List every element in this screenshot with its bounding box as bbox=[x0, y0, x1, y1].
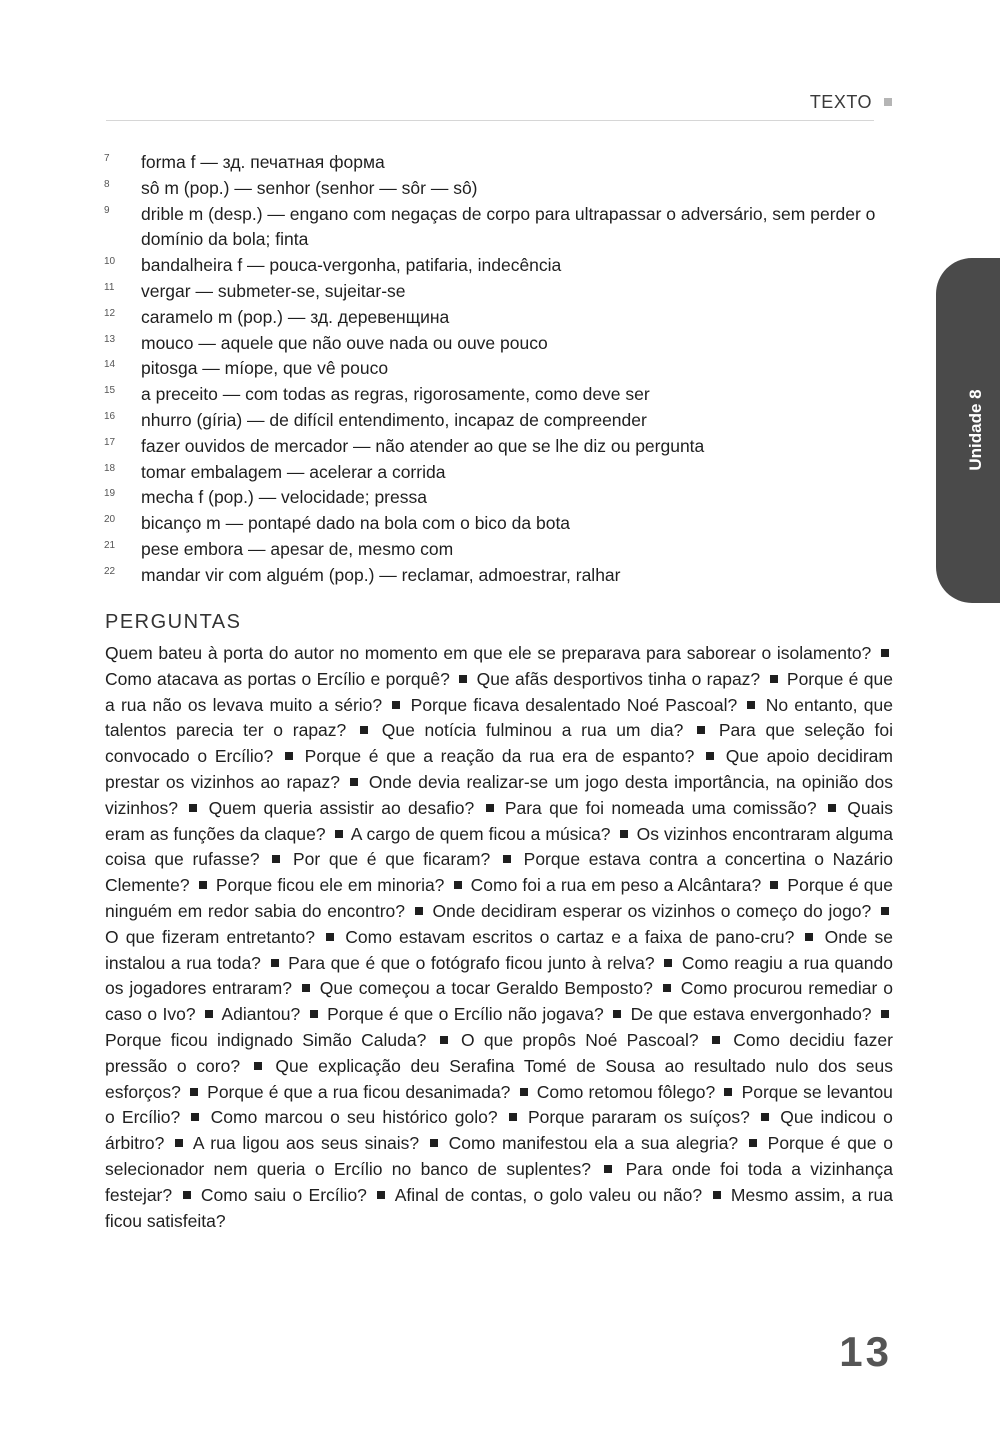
glossary-text: forma f — зд. печатная форма bbox=[141, 152, 385, 172]
question-separator-icon bbox=[604, 1165, 612, 1173]
question: Para que seleção foi convocado o Ercílio? bbox=[105, 720, 893, 767]
question: Mesmo assim, a rua ficou satisfeita? bbox=[105, 1184, 893, 1231]
question-separator-icon bbox=[747, 701, 755, 709]
glossary-item bbox=[104, 511, 904, 537]
question-separator-icon bbox=[697, 726, 705, 734]
glossary-number: 11 bbox=[104, 281, 115, 293]
question-separator-icon bbox=[881, 907, 889, 915]
question-separator-icon bbox=[310, 1010, 318, 1018]
question-separator-icon bbox=[509, 1113, 517, 1121]
glossary-text: tomar embalagem — acelerar a corrida bbox=[141, 461, 446, 482]
question-separator-icon bbox=[724, 1088, 732, 1096]
question-separator-icon bbox=[520, 1088, 528, 1096]
glossary-text: mandar vir com alguém (pop.) — reclamar, admoestrar, ralhar bbox=[141, 564, 621, 585]
question: Como decidiu fazer pressão o coro? bbox=[105, 1029, 893, 1076]
glossary-text: bicanço m — pontapé dado na bola com o bico da bota bbox=[141, 513, 571, 534]
glossary-text: bandalheira f — pouca-vergonha, patifaria, indecência bbox=[141, 255, 562, 276]
glossary-text: sô m (pop.) — senhor (senhor — sôr — sô) bbox=[141, 177, 478, 198]
question-separator-icon bbox=[881, 649, 889, 657]
question: Como saiu o Ercílio? bbox=[200, 1184, 367, 1205]
glossary-text: pese embora — apesar de, mesmo com bbox=[141, 538, 454, 559]
glossary-number: 7 bbox=[104, 153, 110, 164]
question-separator-icon bbox=[190, 1088, 198, 1096]
question-separator-icon bbox=[199, 881, 207, 889]
glossary-number: 12 bbox=[104, 307, 116, 319]
unit-tab-label: Unidade 8 bbox=[966, 389, 985, 471]
question-separator-icon bbox=[706, 752, 714, 760]
glossary-item bbox=[104, 537, 904, 563]
question: O que fizeram entretanto? bbox=[105, 926, 316, 947]
question-separator-icon bbox=[805, 933, 813, 941]
question: Quais eram as funções da claque? bbox=[105, 797, 893, 844]
question: Porque é que o selecionador nem queria o Ercílio no banco de suplentes? bbox=[105, 1133, 893, 1179]
question-separator-icon bbox=[664, 959, 672, 967]
question: Porque ficou ele em minoria? bbox=[215, 875, 445, 896]
question-separator-icon bbox=[205, 1010, 213, 1018]
question: Porque se levantou o Ercílio? bbox=[105, 1081, 893, 1128]
question-separator-icon bbox=[613, 1010, 621, 1018]
question: Que indicou o árbitro? bbox=[105, 1107, 893, 1154]
header-square-icon bbox=[884, 98, 892, 106]
question: Porque é que ninguém em redor sabia do encontro? bbox=[105, 875, 893, 921]
question-separator-icon bbox=[272, 855, 280, 863]
question-separator-icon bbox=[503, 855, 511, 863]
question: Adiantou? bbox=[221, 1004, 301, 1025]
question: No entanto, que talentos parecia ter o rapaz? bbox=[105, 694, 893, 741]
glossary-item bbox=[104, 176, 904, 202]
question: Como atacava as portas o Ercílio e porquê? bbox=[105, 668, 450, 689]
question-separator-icon bbox=[183, 1191, 191, 1199]
glossary-item bbox=[104, 331, 904, 357]
glossary-number: 18 bbox=[104, 462, 116, 474]
glossary-item bbox=[104, 279, 904, 305]
question: Como foi a rua em peso a Alcântara? bbox=[470, 875, 762, 896]
question: Onde se instalou a rua toda? bbox=[105, 926, 893, 973]
question: Como procurou remediar o caso o Ivo? bbox=[105, 978, 893, 1025]
glossary-number: 9 bbox=[104, 204, 110, 216]
question: Para onde foi toda a vizinhança festejar? bbox=[105, 1158, 893, 1205]
question-separator-icon bbox=[254, 1062, 262, 1070]
page-number: 13 bbox=[839, 1328, 892, 1375]
glossary-item bbox=[104, 150, 904, 176]
question-separator-icon bbox=[440, 1036, 448, 1044]
question-separator-icon bbox=[189, 804, 197, 812]
question-separator-icon bbox=[486, 804, 494, 812]
question: Por que é que ficaram? bbox=[292, 849, 491, 870]
glossary-number: 14 bbox=[104, 359, 116, 371]
glossary-text: a preceito — com todas as regras, rigorosamente, como deve ser bbox=[141, 384, 650, 405]
glossary-number: 20 bbox=[104, 514, 116, 526]
glossary-item bbox=[104, 356, 904, 382]
glossary-text: pitosga — míope, que vê pouco bbox=[141, 358, 389, 379]
glossary-item bbox=[104, 434, 904, 460]
question-separator-icon bbox=[271, 959, 279, 967]
question-separator-icon bbox=[459, 675, 467, 683]
question: Que começou a tocar Geraldo Bemposto? bbox=[319, 978, 653, 999]
question: Porque ficou indignado Simão Caluda? bbox=[105, 1029, 427, 1050]
question-separator-icon bbox=[415, 907, 423, 915]
question-separator-icon bbox=[828, 804, 836, 812]
question-separator-icon bbox=[770, 881, 778, 889]
question-separator-icon bbox=[713, 1191, 721, 1199]
question: Porque é que a rua não os levava muito a sério? bbox=[105, 668, 893, 715]
question: Como reagiu a rua quando os jogadores entraram? bbox=[105, 952, 893, 999]
unit-tab bbox=[936, 258, 1000, 603]
question: Que explicação deu Serafina Tomé de Sousa ao resultado nulo dos seus esforços? bbox=[105, 1055, 893, 1102]
glossary-number: 21 bbox=[104, 539, 116, 551]
question-separator-icon bbox=[302, 984, 310, 992]
glossary-item bbox=[104, 202, 904, 254]
question-separator-icon bbox=[392, 701, 400, 709]
question-separator-icon bbox=[881, 1010, 889, 1018]
header-title: TEXTO bbox=[809, 92, 872, 112]
page-header bbox=[106, 90, 874, 121]
question: A rua ligou aos seus sinais? bbox=[192, 1133, 420, 1154]
question-separator-icon bbox=[175, 1139, 183, 1147]
glossary-number: 13 bbox=[104, 333, 116, 345]
question: Porque é que a rua ficou desanimada? bbox=[207, 1081, 511, 1102]
question-separator-icon bbox=[350, 778, 358, 786]
glossary-text: drible m (desp.) — engano com negaças de corpo para ultrapassar o adversário, sem perder o domínio da bola; finta bbox=[141, 203, 876, 250]
question: Porque ficava desalentado Noé Pascoal? bbox=[410, 694, 738, 715]
question: Porque é que o Ercílio não jogava? bbox=[327, 1004, 604, 1025]
question: Como estavam escritos o cartaz e a faixa de pano-cru? bbox=[345, 926, 795, 947]
section-title: PERGUNTAS bbox=[105, 611, 242, 633]
question-separator-icon bbox=[430, 1139, 438, 1147]
glossary-item bbox=[104, 305, 904, 331]
glossary-number: 8 bbox=[104, 178, 110, 190]
question: Quem queria assistir ao desafio? bbox=[208, 797, 475, 818]
question-separator-icon bbox=[620, 830, 628, 838]
question: Porque pararam os suíços? bbox=[527, 1107, 750, 1128]
glossary-list bbox=[104, 150, 904, 589]
glossary-text: mouco — aquele que não ouve nada ou ouve pouco bbox=[141, 332, 548, 353]
glossary-number: 19 bbox=[104, 488, 116, 500]
glossary-text: caramelo m (pop.) — зд. деревенщина bbox=[141, 306, 450, 327]
question-separator-icon bbox=[663, 984, 671, 992]
question: Afinal de contas, o golo valeu ou não? bbox=[394, 1184, 703, 1205]
question-separator-icon bbox=[454, 881, 462, 889]
questions-paragraph bbox=[105, 641, 893, 1234]
question: Porque é que a reação da rua era de espanto? bbox=[304, 746, 695, 767]
question: O que propôs Noé Pascoal? bbox=[460, 1029, 699, 1050]
question: De que estava envergonhado? bbox=[630, 1004, 872, 1025]
glossary-text: vergar — submeter-se, sujeitar-se bbox=[141, 280, 406, 301]
question-separator-icon bbox=[712, 1036, 720, 1044]
question: Que afãs desportivos tinha o rapaz? bbox=[476, 668, 761, 689]
question-separator-icon bbox=[335, 830, 343, 838]
question: Onde devia realizar-se um jogo desta importância, na opinião dos vizinhos? bbox=[105, 771, 893, 818]
question: A cargo de quem ficou a música? bbox=[350, 823, 611, 844]
glossary-item bbox=[104, 563, 904, 589]
question: Que apoio decidiram prestar os vizinhos ao rapaz? bbox=[105, 746, 893, 792]
glossary-item bbox=[104, 485, 904, 511]
question-separator-icon bbox=[761, 1113, 769, 1121]
glossary-text: fazer ouvidos de mercador — não atender ao que se lhe diz ou pergunta bbox=[141, 435, 705, 456]
glossary-item bbox=[104, 253, 904, 279]
glossary-text: mecha f (pop.) — velocidade; pressa bbox=[141, 487, 427, 508]
question: Como marcou o seu histórico golo? bbox=[210, 1107, 498, 1128]
question-separator-icon bbox=[191, 1113, 199, 1121]
question-separator-icon bbox=[377, 1191, 385, 1199]
question-separator-icon bbox=[326, 933, 334, 941]
question: Porque estava contra a concertina o Nazário Clemente? bbox=[105, 849, 893, 896]
question: Os vizinhos encontraram alguma coisa que rufasse? bbox=[105, 823, 893, 870]
glossary-number: 16 bbox=[104, 410, 116, 422]
glossary-number: 10 bbox=[104, 256, 116, 268]
question-separator-icon bbox=[285, 752, 293, 760]
question: Como manifestou ela a sua alegria? bbox=[448, 1133, 739, 1154]
question: Para que é que o fotógrafo ficou junto à relva? bbox=[288, 952, 655, 973]
question-separator-icon bbox=[360, 726, 368, 734]
question: Onde decidiram esperar os vizinhos o começo do jogo? bbox=[432, 900, 872, 921]
glossary-number: 22 bbox=[104, 565, 116, 577]
question: Para que foi nomeada uma comissão? bbox=[504, 797, 817, 818]
question: Como retomou fôlego? bbox=[536, 1081, 716, 1102]
glossary-item bbox=[104, 408, 904, 434]
question: Que notícia fulminou a rua um dia? bbox=[381, 720, 684, 741]
question: Quem bateu à porta do autor no momento em que ele se preparava para saborear o isolamento? bbox=[105, 643, 872, 663]
glossary-item bbox=[104, 382, 904, 408]
glossary-number: 17 bbox=[104, 436, 116, 448]
question-separator-icon bbox=[749, 1139, 757, 1147]
question-separator-icon bbox=[770, 675, 778, 683]
glossary-text: nhurro (gíria) — de difícil entendimento, incapaz de compreender bbox=[141, 409, 647, 430]
glossary-number: 15 bbox=[104, 385, 116, 397]
glossary-item bbox=[104, 460, 904, 486]
